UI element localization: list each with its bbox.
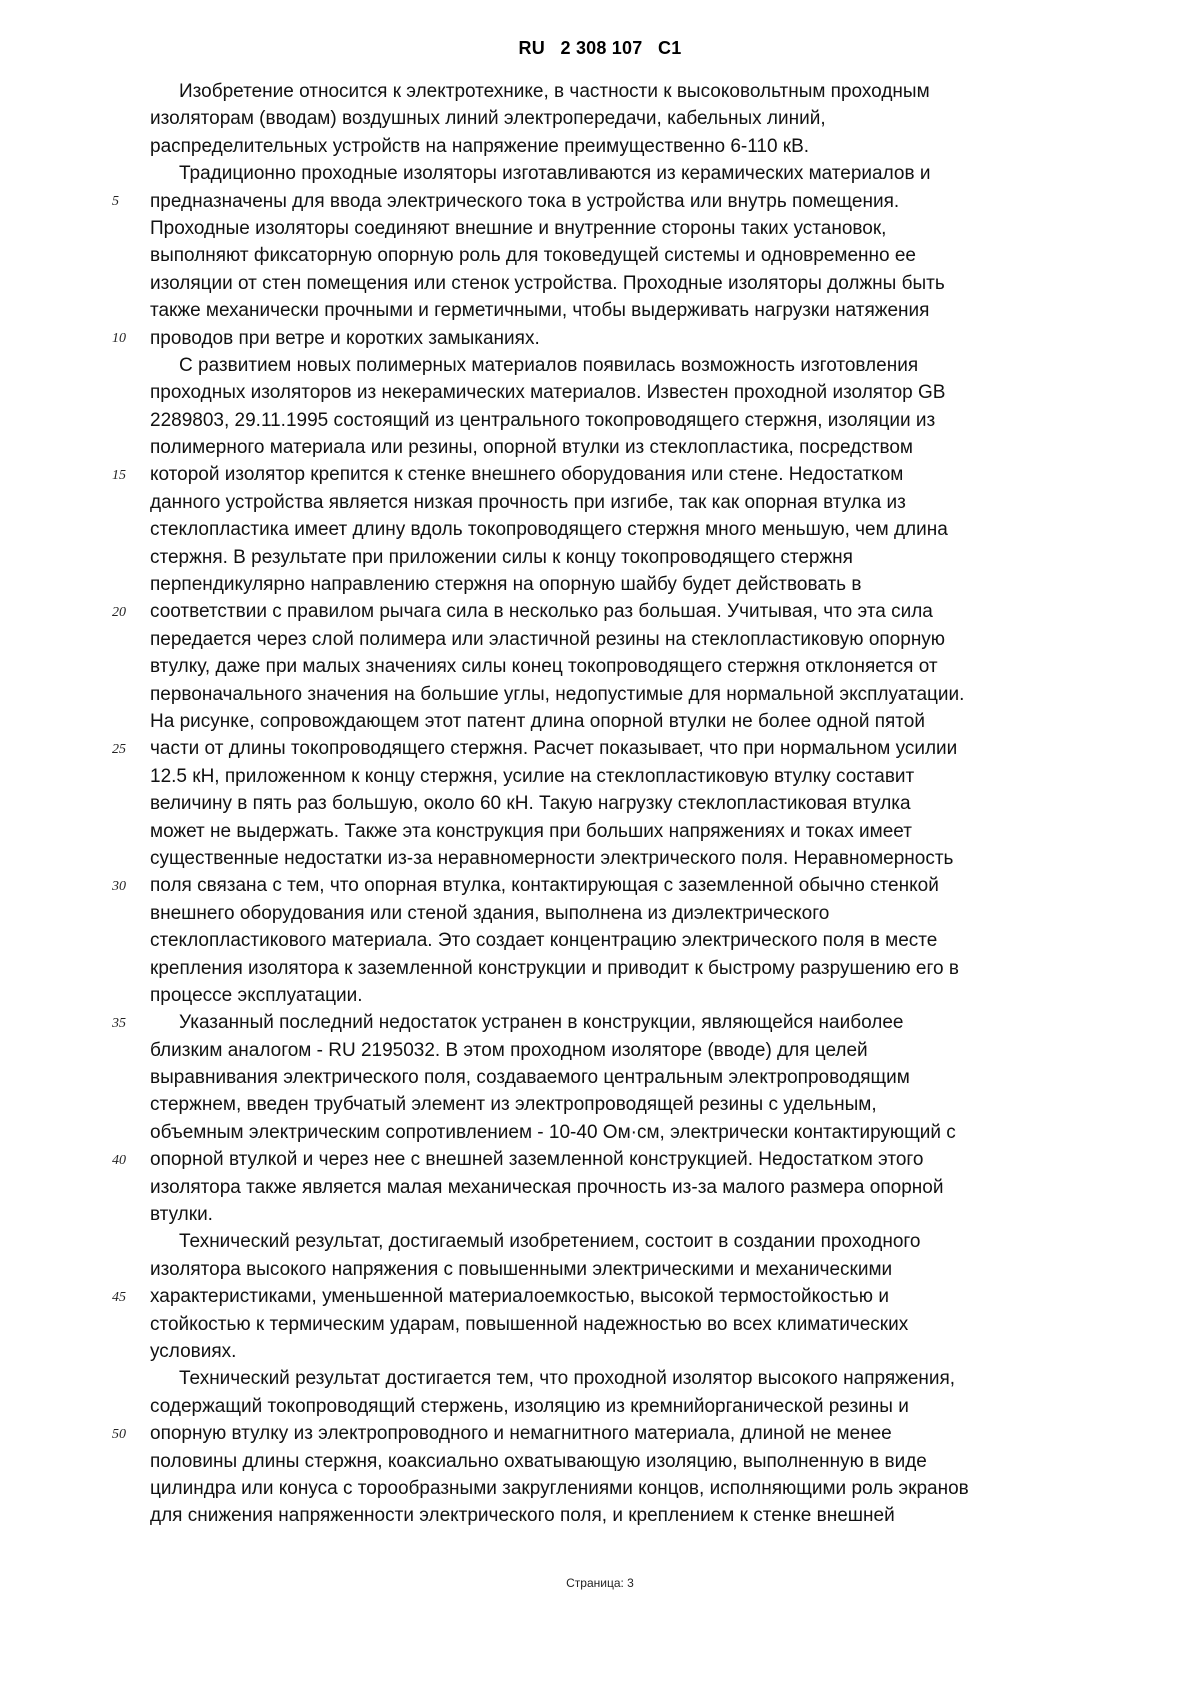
text-line: Технический результат достигается тем, что проходной изолятор высокого напряжения, — [179, 1368, 956, 1390]
text-line: предназначены для ввода электрического тока в устройства или внутрь помещения. — [150, 190, 900, 212]
patent-number-header: RU 2 308 107 C1 — [518, 38, 682, 58]
text-line: распределительных устройств на напряжение преимущественно 6-110 кВ. — [150, 135, 810, 157]
text-line: передается через слой полимера или эластичной резины на стеклопластиковую опорную — [150, 628, 946, 650]
text-line: стержня. В результате при приложении силы к концу токопроводящего стержня — [150, 546, 853, 568]
text-line: изоляторам (вводам) воздушных линий электропередачи, кабельных линий, — [150, 108, 826, 130]
text-line: для снижения напряженности электрического поля, и креплением к стенке внешней — [150, 1505, 895, 1527]
text-line: 2289803, 29.11.1995 состоящий из центрального токопроводящего стержня, изоляции из — [150, 409, 936, 431]
text-line: изолятора также является малая механическая прочность из-за малого размера опорной — [150, 1176, 944, 1198]
text-line: полимерного материала или резины, опорной втулки из стеклопластика, посредством — [150, 437, 913, 459]
text-line: внешнего оборудования или стеной здания, выполнена из диэлектрического — [150, 902, 830, 924]
text-line: стеклопластикового материала. Это создает концентрацию электрического поля в месте — [150, 930, 938, 952]
text-line: первоначального значения на большие углы, недопустимые для нормальной эксплуатации. — [150, 683, 965, 705]
margin-line-number: 50 — [112, 1426, 126, 1442]
text-line: процессе эксплуатации. — [150, 984, 363, 1006]
text-line: стойкостью к термическим ударам, повышенной надежностью во всех климатических — [150, 1313, 909, 1335]
text-line: также механически прочными и герметичными, чтобы выдерживать нагрузки натяжения — [150, 300, 930, 322]
text-line: С развитием новых полимерных материалов появилась возможность изготовления — [179, 354, 919, 376]
margin-line-number: 35 — [112, 1015, 126, 1031]
text-line: условиях. — [150, 1340, 237, 1362]
text-line: Проходные изоляторы соединяют внешние и внутренние стороны таких установок, — [150, 217, 887, 239]
text-line: Технический результат, достигаемый изобретением, состоит в создании проходного — [179, 1231, 921, 1253]
text-line: Указанный последний недостаток устранен в конструкции, являющейся наиболее — [179, 1012, 904, 1034]
text-line: проходных изоляторов из некерамических материалов. Известен проходной изолятор GB — [150, 382, 946, 404]
text-line: изолятора высокого напряжения с повышенными электрическими и механическими — [150, 1258, 893, 1280]
text-line: части от длины токопроводящего стержня. Расчет показывает, что при нормальном усилии — [150, 738, 958, 760]
text-line: выполняют фиксаторную опорную роль для токоведущей системы и одновременно ее — [150, 245, 916, 267]
text-line: соответствии с правилом рычага сила в несколько раз большая. Учитывая, что эта сила — [150, 601, 933, 623]
text-line: На рисунке, сопровождающем этот патент длина опорной втулки не более одной пятой — [150, 710, 925, 732]
text-line: стеклопластика имеет длину вдоль токопроводящего стержня много меньшую, чем длина — [150, 519, 948, 541]
text-line: Традиционно проходные изоляторы изготавливаются из керамических материалов и — [179, 163, 931, 185]
margin-line-number: 5 — [112, 193, 119, 209]
text-line: крепления изолятора к заземленной конструкции и приводит к быстрому разрушению его в — [150, 957, 959, 979]
text-line: проводов при ветре и коротких замыканиях. — [150, 327, 540, 349]
text-line: существенные недостатки из-за неравномерности электрического поля. Неравномерность — [150, 847, 954, 869]
text-line: половины длины стержня, коаксиально охватывающую изоляцию, выполненную в виде — [150, 1450, 927, 1472]
text-line: 12.5 кН, приложенном к концу стержня, усилие на стеклопластиковую втулку составит — [150, 765, 915, 787]
text-line: изоляции от стен помещения или стенок устройства. Проходные изоляторы должны быть — [150, 272, 945, 294]
text-line: характеристиками, уменьшенной материалоемкостью, высокой термостойкостью и — [150, 1286, 889, 1308]
text-line: близким аналогом - RU 2195032. В этом проходном изоляторе (вводе) для целей — [150, 1039, 868, 1061]
text-line: данного устройства является низкая прочность при изгибе, так как опорная втулка из — [150, 491, 906, 513]
body-text — [150, 78, 1100, 1530]
text-line: величину в пять раз большую, около 60 кН. Такую нагрузку стеклопластиковая втулка — [150, 793, 911, 815]
text-line: может не выдержать. Также эта конструкция при больших напряжениях и токах имеет — [150, 820, 912, 842]
text-line: выравнивания электрического поля, создаваемого центральным электропроводящим — [150, 1067, 910, 1089]
text-line: поля связана с тем, что опорная втулка, контактирующая с заземленной обычно стенкой — [150, 875, 939, 897]
margin-line-number: 10 — [112, 330, 126, 346]
margin-line-number: 20 — [112, 604, 126, 620]
text-line: содержащий токопроводящий стержень, изоляцию из кремнийорганической резины и — [150, 1395, 909, 1417]
text-line: стержнем, введен трубчатый элемент из электропроводящей резины с удельным, — [150, 1094, 877, 1116]
text-line: перпендикулярно направлению стержня на опорную шайбу будет действовать в — [150, 574, 862, 596]
text-line: втулки. — [150, 1204, 213, 1226]
margin-line-number: 30 — [112, 878, 126, 894]
text-line: объемным электрическим сопротивлением - 10-40 Ом·см, электрически контактирующий с — [150, 1121, 956, 1143]
text-line: Изобретение относится к электротехнике, в частности к высоковольтным проходным — [179, 81, 930, 102]
margin-line-number: 25 — [112, 741, 126, 757]
margin-line-number: 15 — [112, 467, 126, 483]
margin-line-number: 40 — [112, 1152, 126, 1168]
margin-line-number: 45 — [112, 1289, 126, 1305]
text-line: опорную втулку из электропроводного и немагнитного материала, длиной не менее — [150, 1423, 892, 1445]
text-line: цилиндра или конуса с торообразными закруглениями концов, исполняющими роль экранов — [150, 1477, 969, 1499]
text-line: которой изолятор крепится к стенке внешнего оборудования или стене. Недостатком — [150, 464, 904, 486]
page-number-footer: Страница: 3 — [566, 1576, 634, 1590]
text-line: втулку, даже при малых значениях силы конец токопроводящего стержня отклоняется от — [150, 656, 938, 678]
text-line: опорной втулкой и через нее с внешней заземленной конструкцией. Недостатком этого — [150, 1149, 924, 1171]
